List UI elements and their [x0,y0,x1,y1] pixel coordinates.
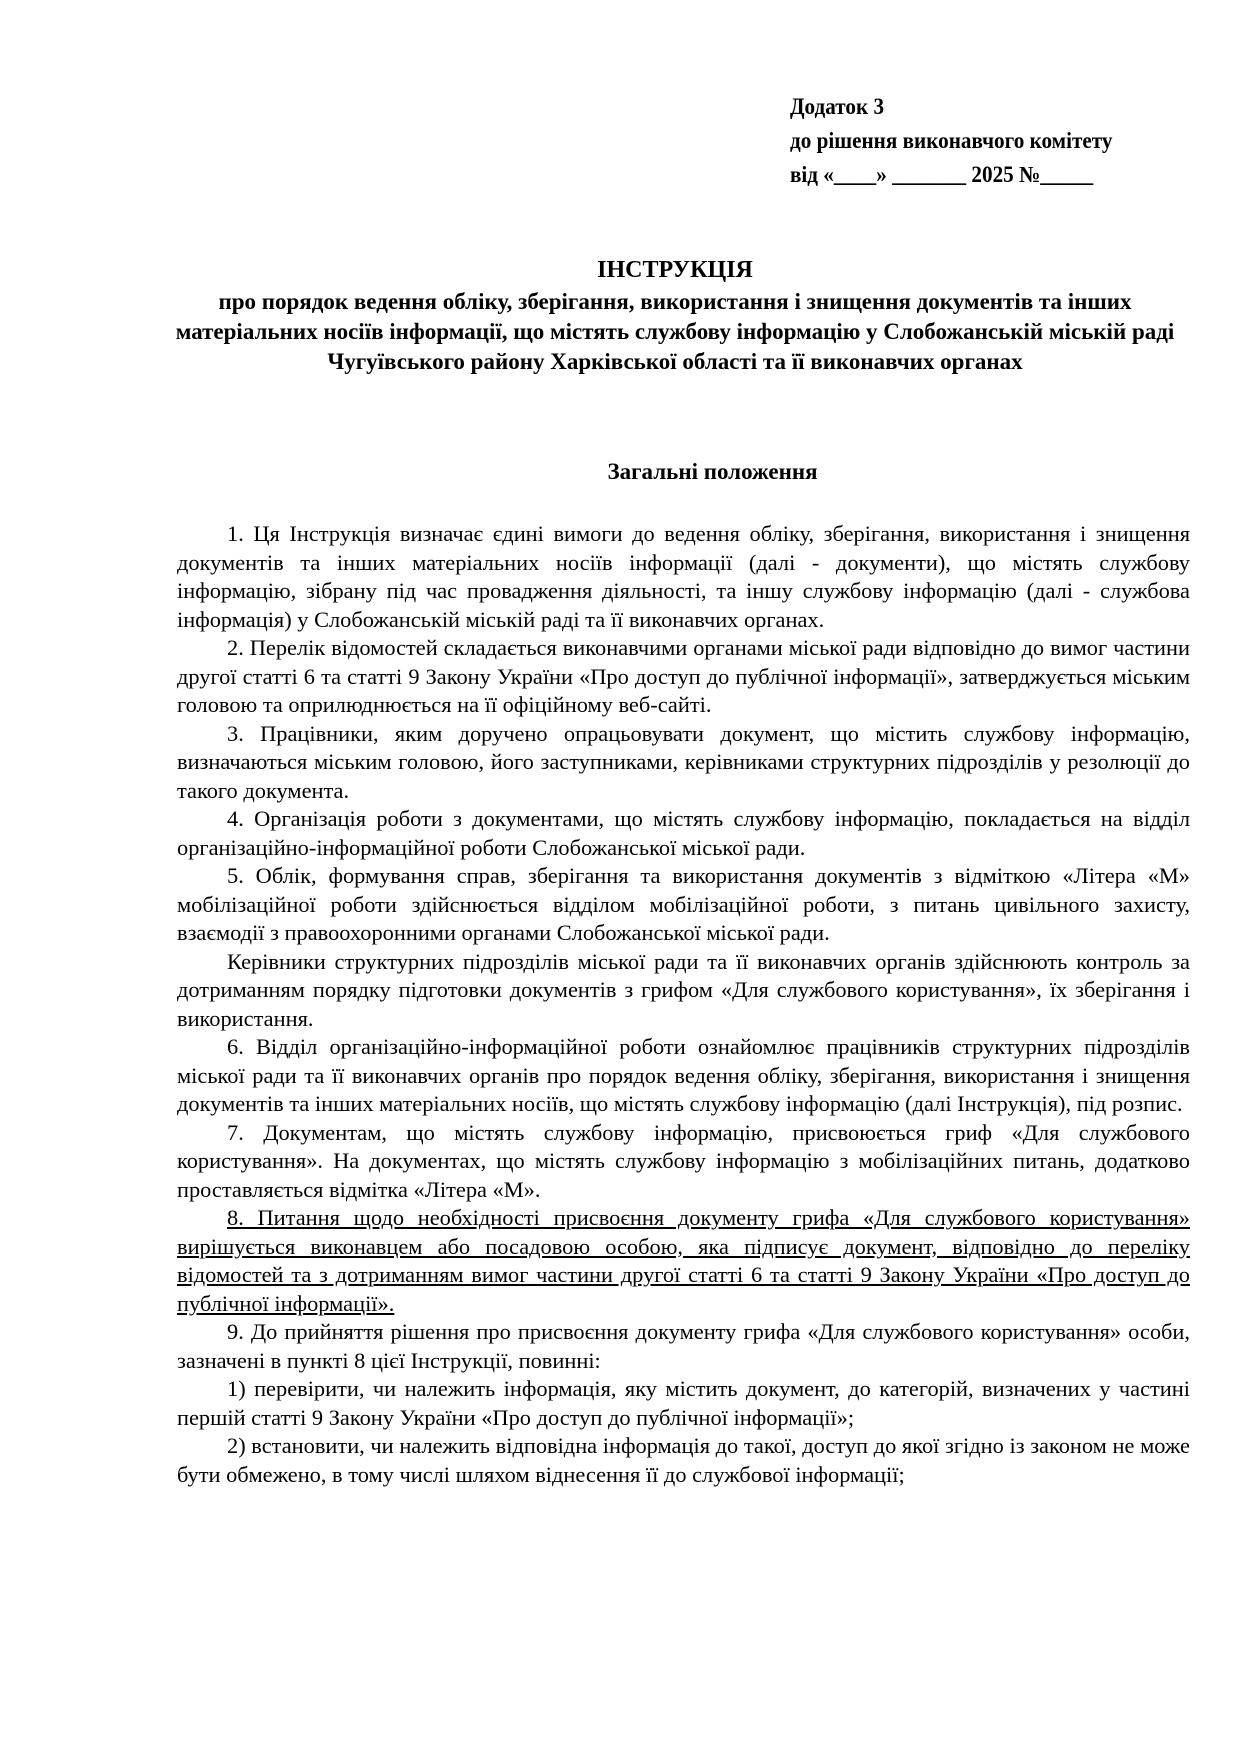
paragraph-3: 3. Працівники, яким доручено опрацьовувати документ, що містить службову інформацію, визначаються міським головою, його заступниками, керівниками структурних підрозділів у резолюції до такого документа. [177,720,1190,803]
paragraph-5: 5. Облік, формування справ, зберігання та використання документів з відміткою «Літера «М» мобілізаційної роботи здійснюється відділом мобілізаційної роботи, з питань цивільного захисту, взаємодії з правоохоронними органами Слобожанської міської ради. [177,863,1190,945]
annex-number: Додаток 3 [790,94,885,119]
document-subtitle: про порядок ведення обліку, зберігання, використання і знищення документів та інших матеріальних носіїв інформації, що містять службову інформацію у Слобожанській міській раді Чугуївського району Харківської області та її виконавчих органах [175,289,1175,374]
paragraph-7: 7. Документам, що містять службову інформацію, присвоюється гриф «Для службового користування». На документах, що містять службову інформацію з мобілізаційних питань, додатково проставляється відмітка «Літера «М». [177,1119,1190,1202]
section-heading: Загальні положення [607,459,818,484]
document-title: ІНСТРУКЦІЯ [597,257,753,283]
annex-block [790,90,1176,192]
paragraph-6: 6. Відділ організаційно-інформаційної роботи ознайомлює працівників структурних підрозділів міської ради та її виконавчих органів про порядок ведення обліку, зберігання, використання і знищення документів та інших матеріальних носіїв, що містять службову інформацію (далі Інструкція), під розпис. [177,1034,1190,1116]
annex-date-number: від «____» _______ 2025 №_____ [790,162,1094,187]
paragraph-9-item-2: 2) встановити, чи належить відповідна інформація до такої, доступ до якої згідно із законом не може бути обмежено, в тому числі шляхом віднесення її до службової інформації; [177,1433,1190,1487]
annex-decision: до рішення виконавчого комітету [790,128,1113,153]
paragraph-1: 1. Ця Інструкція визначає єдині вимоги до ведення обліку, зберігання, використання і знищення документів та інших матеріальних носіїв інформації (далі - документи), що містять службову інформацію, зібрану під час провадження діяльності, та іншу службову інформацію (далі - службова інформація) у Слобожанській міській раді та її виконавчих органах. [177,521,1190,632]
document-title-block [170,253,1180,377]
paragraph-2: 2. Перелік відомостей складається виконавчими органами міської ради відповідно до вимог частини другої статті 6 та статті 9 Закону України «Про доступ до публічної інформації», затверджується міським головою та оприлюднюється на її офіційному веб-сайті. [177,635,1190,717]
paragraph-8: 8. Питання щодо необхідності присвоєння документу грифа «Для службового користування» вирішується виконавцем або посадовою особою, яка підписує документ, відповідно до переліку відомостей та з дотриманням вимог частини другої статті 6 та статті 9 Закону України «Про доступ до публічної інформації». [177,1205,1190,1316]
paragraph-5-control: Керівники структурних підрозділів міської ради та її виконавчих органів здійснюють контроль за дотриманням порядку підготовки документів з грифом «Для службового користування», їх зберігання і використання. [177,948,1190,1031]
paragraph-9: 9. До прийняття рішення про присвоєння документу грифа «Для службового користування» особи, зазначені в пункті 8 цієї Інструкції, повинні: [177,1319,1190,1373]
paragraph-4: 4. Організація роботи з документами, що містять службову інформацію, покладається на відділ організаційно-інформаційної роботи Слобожанської міської ради. [177,806,1190,860]
paragraph-9-item-1: 1) перевірити, чи належить інформація, яку містить документ, до категорій, визначених у частині першій статті 9 Закону України «Про доступ до публічної інформації»; [177,1376,1190,1430]
document-body [177,520,1190,1489]
